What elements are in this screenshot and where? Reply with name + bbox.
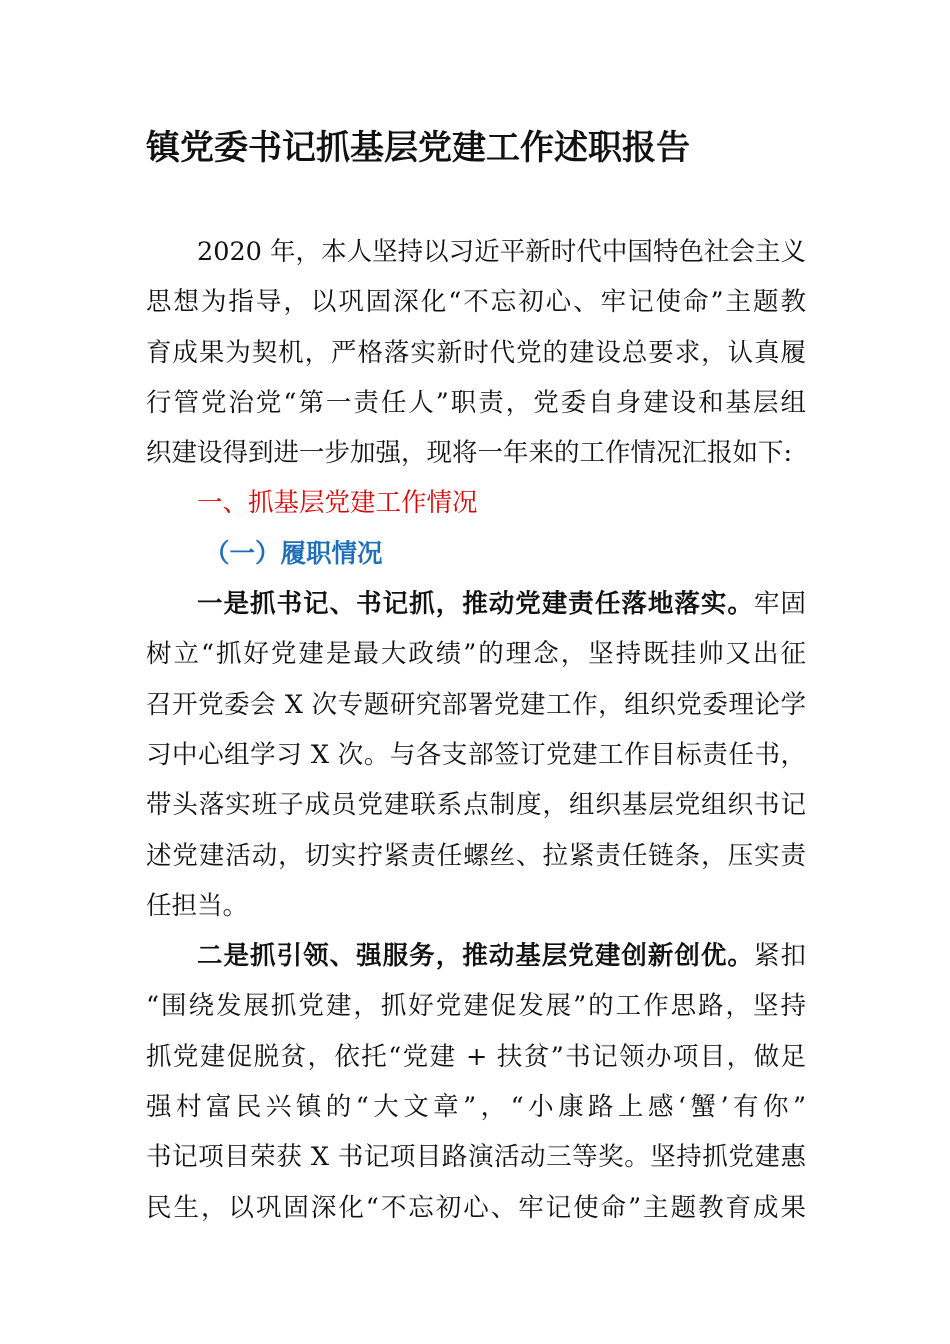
paragraph-line: 树立“抓好党建是最大政绩”的理念，坚持既挂帅又出征 <box>146 639 806 670</box>
section-heading: 一、抓基层党建工作情况 <box>197 488 478 519</box>
intro-line: 2020 年，本人坚持以习近平新时代中国特色社会主义 <box>197 237 806 267</box>
paragraph-text: 紧扣 <box>753 941 806 972</box>
paragraph-lead-sentence: 二是抓引领、强服务，推动基层党建创新创优。 <box>197 941 754 972</box>
intro-line: 织建设得到进一步加强，现将一年来的工作情况汇报如下: <box>146 438 793 469</box>
paragraph-line: 任担当。 <box>146 890 249 921</box>
paragraph-lead-sentence: 一是抓书记、书记抓，推动党建责任落地落实。 <box>197 589 754 620</box>
subsection-heading: （一）履职情况 <box>204 538 383 569</box>
paragraph-line: 抓党建促脱贫，依托“党建 + 扶贫”书记领办项目，做足 <box>146 1041 806 1072</box>
document-title: 镇党委书记抓基层党建工作述职报告 <box>146 128 690 168</box>
paragraph-line: 召开党委会 X 次专题研究部署党建工作，组织党委理论学 <box>146 689 806 720</box>
paragraph-line: 述党建活动，切实拧紧责任螺丝、拉紧责任链条，压实责 <box>146 840 806 871</box>
paragraph-line: 习中心组学习 X 次。与各支部签订党建工作目标责任书， <box>146 739 806 770</box>
paragraph-first-line <box>146 931 806 981</box>
paragraph-line: 书记项目荣获 X 书记项目路演活动三等奖。坚持抓党建惠 <box>146 1142 806 1173</box>
paragraph-text: 牢固 <box>753 589 806 620</box>
paragraph-line: 民生，以巩固深化“不忘初心、牢记使命”主题教育成果 <box>146 1192 806 1223</box>
document-body <box>146 227 806 1233</box>
paragraph-line: 带头落实班子成员党建联系点制度，组织基层党组织书记 <box>146 790 806 821</box>
paragraph-line: “围绕发展抓党建，抓好党建促发展”的工作思路，坚持 <box>146 991 806 1022</box>
intro-line: 思想为指导，以巩固深化“不忘初心、牢记使命”主题教 <box>146 287 806 318</box>
intro-line: 行管党治党“第一责任人”职责，党委自身建设和基层组 <box>146 387 806 418</box>
intro-line: 育成果为契机，严格落实新时代党的建设总要求，认真履 <box>146 337 806 368</box>
paragraph-line: 强村富民兴镇的“大文章”，“小康路上感‘蟹’有你” <box>146 1092 806 1123</box>
paragraph-first-line <box>146 579 806 629</box>
